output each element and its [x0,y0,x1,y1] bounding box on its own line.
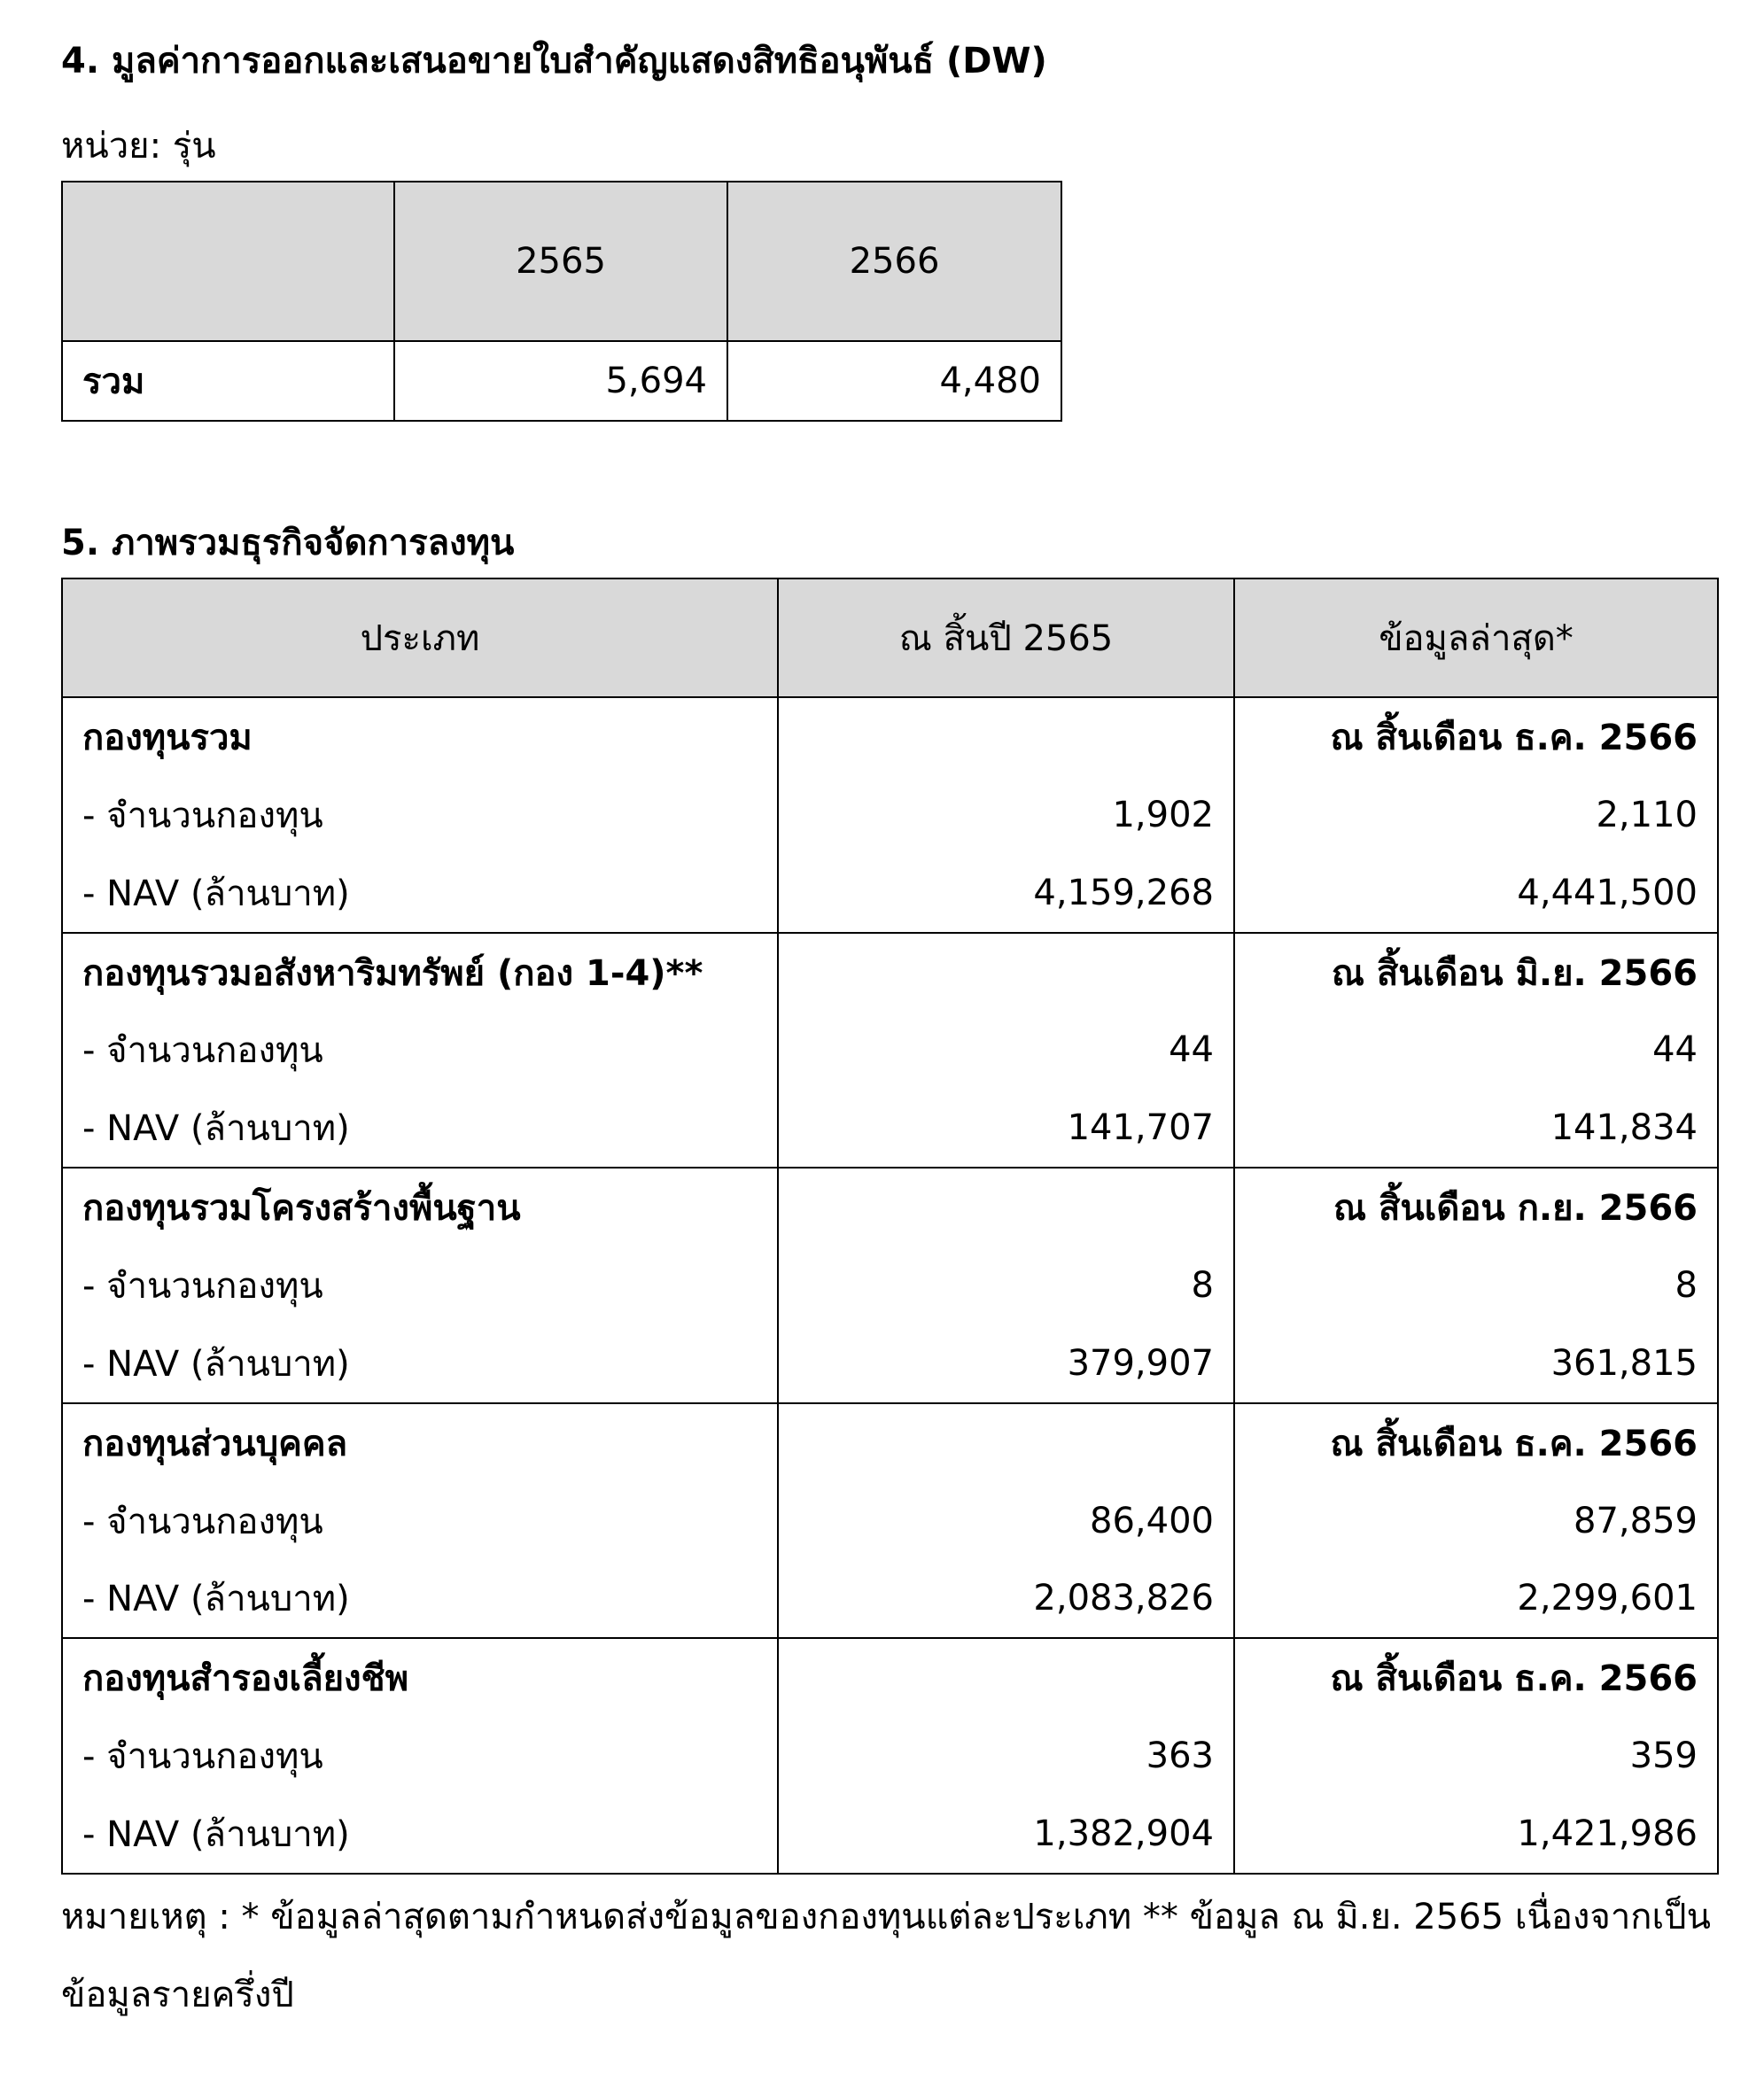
count-2565: 44 [778,1011,1234,1089]
table-row [62,1559,1718,1638]
nav-latest: 4,441,500 [1234,854,1718,933]
nav-2565: 4,159,268 [778,854,1234,933]
nav-latest: 2,299,601 [1234,1559,1718,1638]
table-row [62,1246,1718,1324]
count-2565: 86,400 [778,1482,1234,1560]
group-name: กองทุนสำรองเลี้ยงชีพ [62,1638,778,1717]
table-row [62,1717,1718,1795]
group-asof: ณ สิ้นเดือน ธ.ค. 2566 [1234,1638,1718,1717]
count-label: - จำนวนกองทุน [62,1246,778,1324]
fund-overview-table [61,578,1719,1875]
count-label: - จำนวนกองทุน [62,776,778,854]
nav-2565: 379,907 [778,1324,1234,1403]
nav-latest: 1,421,986 [1234,1795,1718,1874]
dw-header-2566: 2566 [727,182,1061,341]
fund-table-header-row [62,578,1718,697]
table-row [62,1795,1718,1874]
nav-2565: 1,382,904 [778,1795,1234,1874]
count-latest: 87,859 [1234,1482,1718,1560]
table-row [62,854,1718,933]
group-empty [778,1638,1234,1717]
group-asof: ณ สิ้นเดือน ธ.ค. 2566 [1234,1403,1718,1482]
table-row [62,776,1718,854]
nav-latest: 361,815 [1234,1324,1718,1403]
group-name: กองทุนส่วนบุคคล [62,1403,778,1482]
header-type: ประเภท [62,578,778,697]
nav-2565: 2,083,826 [778,1559,1234,1638]
nav-label: - NAV (ล้านบาท) [62,1089,778,1168]
count-latest: 44 [1234,1011,1718,1089]
table-row [62,697,1718,776]
count-2565: 8 [778,1246,1234,1324]
dw-total-2565: 5,694 [394,341,727,421]
section-5-title: 5. ภาพรวมธุรกิจจัดการลงทุน [61,523,515,563]
group-asof: ณ สิ้นเดือน ก.ย. 2566 [1234,1168,1718,1246]
dw-header-empty [62,182,394,341]
table-row [62,1403,1718,1482]
table-row [62,1324,1718,1403]
count-label: - จำนวนกองทุน [62,1482,778,1560]
group-empty [778,1403,1234,1482]
dw-header-2565: 2565 [394,182,727,341]
group-empty [778,697,1234,776]
section-4-title: 4. มูลค่าการออกและเสนอขายใบสำคัญแสดงสิทธิอนุพันธ์ (DW) [61,41,1047,82]
group-empty [778,1168,1234,1246]
nav-label: - NAV (ล้านบาท) [62,854,778,933]
count-label: - จำนวนกองทุน [62,1717,778,1795]
dw-total-label: รวม [62,341,394,421]
nav-latest: 141,834 [1234,1089,1718,1168]
nav-label: - NAV (ล้านบาท) [62,1795,778,1874]
count-2565: 363 [778,1717,1234,1795]
count-2565: 1,902 [778,776,1234,854]
dw-total-2566: 4,480 [727,341,1061,421]
count-label: - จำนวนกองทุน [62,1011,778,1089]
table-row [62,1482,1718,1560]
table-row [62,1638,1718,1717]
nav-2565: 141,707 [778,1089,1234,1168]
count-latest: 359 [1234,1717,1718,1795]
group-asof: ณ สิ้นเดือน มิ.ย. 2566 [1234,933,1718,1012]
table-row [62,933,1718,1012]
group-name: กองทุนรวม [62,697,778,776]
dw-total-row [62,341,1061,421]
header-latest: ข้อมูลล่าสุด* [1234,578,1718,697]
table-row [62,1011,1718,1089]
nav-label: - NAV (ล้านบาท) [62,1324,778,1403]
table-row [62,1168,1718,1246]
group-name: กองทุนรวมโครงสร้างพื้นฐาน [62,1168,778,1246]
table-row [62,1089,1718,1168]
nav-label: - NAV (ล้านบาท) [62,1559,778,1638]
group-empty [778,933,1234,1012]
unit-label: หน่วย: รุ่น [61,126,216,167]
count-latest: 8 [1234,1246,1718,1324]
count-latest: 2,110 [1234,776,1718,854]
dw-table [61,181,1062,422]
footnote: หมายเหตุ : * ข้อมูลล่าสุดตามกำหนดส่งข้อมูลของกองทุนแต่ละประเภท ** ข้อมูล ณ มิ.ย. 2565 เนื่องจากเป็นข้อมูลรายครึ่งปี [61,1897,1711,2015]
dw-table-header-row [62,182,1061,341]
group-asof: ณ สิ้นเดือน ธ.ค. 2566 [1234,697,1718,776]
group-name: กองทุนรวมอสังหาริมทรัพย์ (กอง 1-4)** [62,933,778,1012]
header-2565: ณ สิ้นปี 2565 [778,578,1234,697]
